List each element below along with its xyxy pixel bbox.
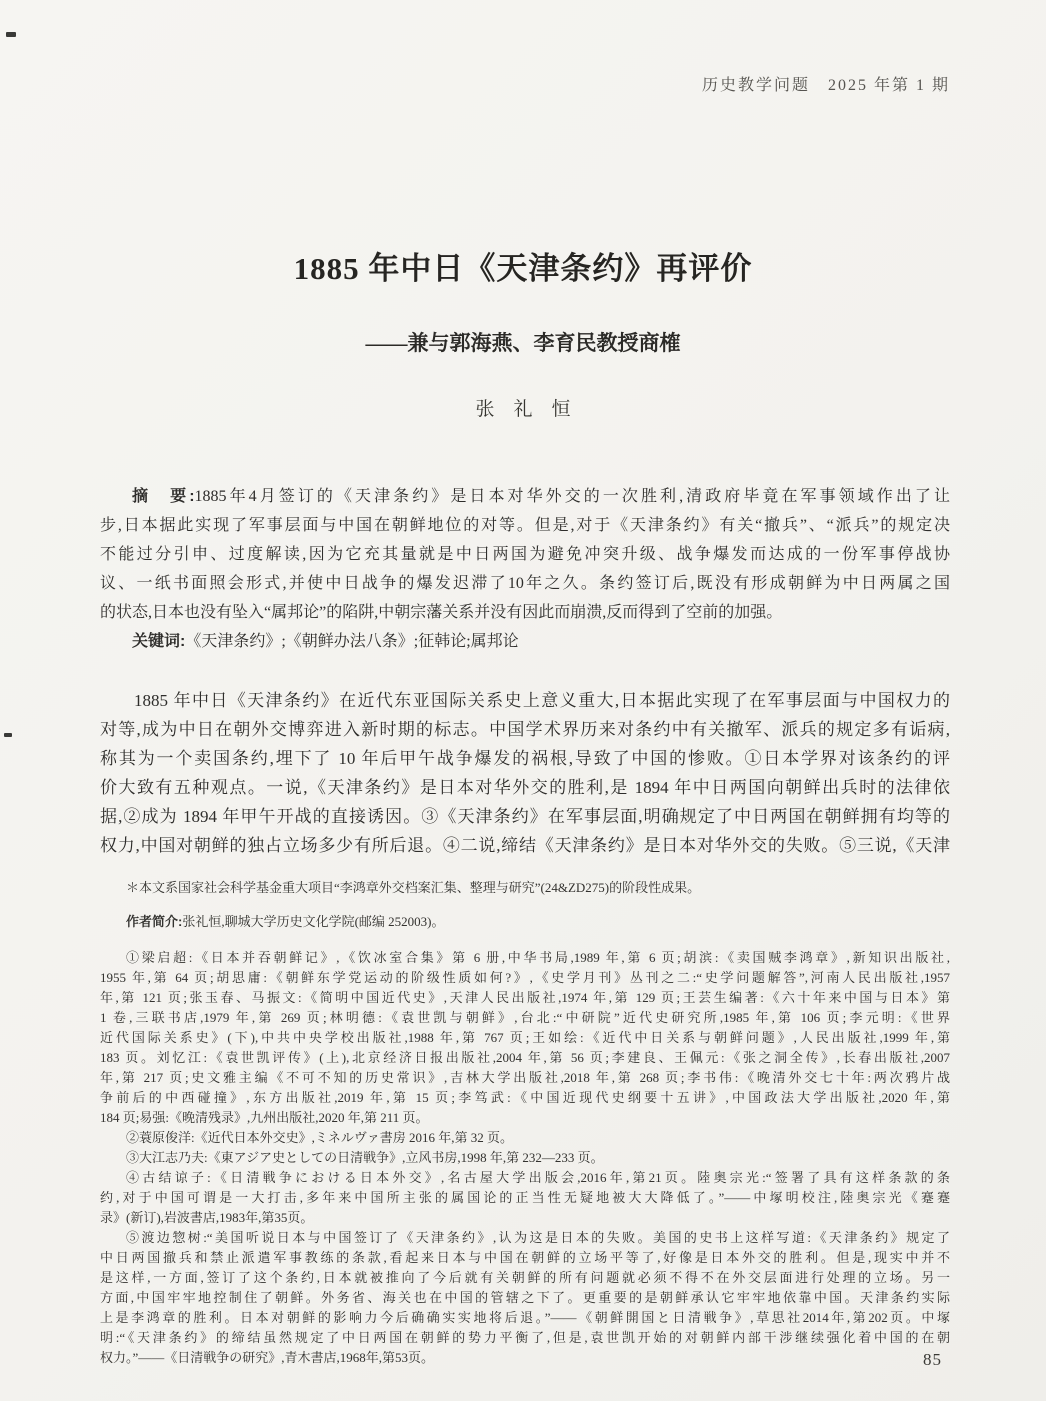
footnote-line: 中日两国撤兵和禁止派遣军事教练的条款,看起来日本与中国在朝鲜的立场平等了,好像是日本外交的胜利。但是,现实中并不	[100, 1250, 950, 1265]
abstract-line: 步,日本据此实现了军事层面与中国在朝鲜地位的对等。但是,对于《天津条约》有关“撤兵”、“派兵”的规定决	[100, 517, 950, 534]
body-line: 据,②成为 1894 年甲午开战的直接诱因。③《天津条约》在军事层面,明确规定了中日两国在朝鲜拥有均等的	[100, 807, 950, 826]
abstract-text: 1885年4月签订的《天津条约》是日本对华外交的一次胜利,清政府毕竟在军事领域作出了让	[194, 488, 950, 505]
footnote-line: 183 页。刘忆江:《袁世凯评传》(上),北京经济日报出版社,2004 年,第 56 页;李建良、王佩元:《张之洞全传》,长春出版社,2007	[100, 1050, 950, 1065]
footnote-line: ④古结谅子:《日清戦争における日本外交》,名古屋大学出版会,2016年,第21页。陸奥宗光:“签署了具有这样条款的条	[126, 1170, 950, 1185]
body-line: 对等,成为中日在朝外交博弈进入新时期的标志。中国学术界历来对条约中有关撤军、派兵的规定多有诟病,	[100, 720, 950, 739]
journal-header: 历史教学问题 2025 年第 1 期	[701, 77, 950, 94]
abstract-line: 议、一纸书面照会形式,并使中日战争的爆发迟滞了10年之久。条约签订后,既没有形成朝鲜为中日两属之国	[100, 575, 950, 592]
footnote-line: 权力。”——《日清戦争の研究》,青木書店,1968年,第53页。	[100, 1350, 435, 1365]
footnote-line: 1 卷,三联书店,1979 年,第 269 页;林明德:《袁世凯与朝鲜》,台北:“中研院”近代史研究所,1985 年,第 106 页;李元明:《世界	[100, 1010, 950, 1025]
footnote-line: 1955 年,第 64 页;胡思庸:《朝鲜东学党运动的阶级性质如何?》,《史学月刊》丛刊之二:“史学问题解答”,河南人民出版社,1957	[100, 970, 950, 985]
article-subtitle: ——兼与郭海燕、李育民教授商榷	[365, 331, 681, 355]
funding-note: ＊本文系国家社会科学基金重大项目“李鸿章外交档案汇集、整理与研究”(24&ZD275)的阶段性成果。	[126, 880, 701, 895]
footnote-4	[100, 1168, 950, 1228]
footnote-line: 约,对于中国可谓是一大打击,多年来中国所主张的属国论的正当性无疑地被大大降低了。”——中塚明校注,陸奥宗光《蹇蹇	[100, 1190, 950, 1205]
keywords-label: 关键词:	[132, 633, 186, 650]
scan-mark	[4, 733, 12, 737]
footnote-line: 争前后的中西碰撞》,东方出版社,2019 年,第 15 页;李笃武:《中国近现代史纲要十五讲》,中国政法大学出版社,2020 年,第	[100, 1090, 950, 1105]
body-line: 权力,中国对朝鲜的独占立场多少有所后退。④二说,缔结《天津条约》是日本对华外交的失败。⑤三说,《天津	[100, 836, 950, 855]
footnote-line: 年,第 121 页;张玉春、马振文:《简明中国近代史》,天津人民出版社,1974 年,第 129 页;王芸生编著:《六十年来中国与日本》第	[100, 990, 950, 1005]
abstract-line: 的状态,日本也没有坠入“属邦论”的陷阱,中朝宗藩关系并没有因此而崩溃,反而得到了空前的加强。	[100, 604, 783, 621]
author-bio-label: 作者简介:	[126, 914, 183, 929]
abstract-line	[100, 482, 950, 511]
author-bio-text: 张礼恒,聊城大学历史文化学院(邮编 252003)。	[182, 914, 445, 929]
footnote-2: ②蓑原俊洋:《近代日本外交史》,ミネルヴァ書房 2016 年,第 32 页。	[126, 1130, 513, 1145]
footnote-3: ③大江志乃夫:《東アジア史としての日清戦争》,立风书房,1998 年,第 232—233 页。	[126, 1150, 604, 1165]
footnote-line: 是这样,一方面,签订了这个条约,日本就被推向了今后就有关朝鲜的所有问题就必须不得不在外交层面进行处理的立场。另一	[100, 1270, 950, 1285]
keywords-text: 《天津条约》;《朝鲜办法八条》;征韩论;属邦论	[185, 633, 519, 650]
footnote-line: ①梁启超:《日本并吞朝鲜记》,《饮冰室合集》第 6 册,中华书局,1989 年,第 6 页;胡滨:《卖国贼李鸿章》,新知识出版社,	[126, 950, 950, 965]
scan-mark	[6, 32, 16, 37]
footnote-line: ⑤渡边惣树:“美国听说日本与中国签订了《天津条约》,认为这是日本的失败。美国的史书上这样写道:《天津条约》规定了	[126, 1230, 950, 1245]
footnote-line: 明:“《天津条约》的缔结虽然规定了中日两国在朝鲜的势力平衡了,但是,袁世凯开始的对朝鲜内部干涉继续强化着中国的在朝	[100, 1330, 950, 1345]
abstract-label: 摘 要:	[132, 488, 195, 505]
footnote-line: 184 页;易强:《晚清残录》,九州出版社,2020 年,第 211 页。	[100, 1110, 429, 1125]
footnote-1	[100, 948, 950, 1128]
article-title: 1885 年中日《天津条约》再评价	[293, 251, 753, 286]
footnote-line: 近代国际关系史》(下),中共中央学校出版社,1988 年,第 767 页;王如绘:《近代中日关系与朝鲜问题》,人民出版社,1999 年,第	[100, 1030, 950, 1045]
footnote-line: 上是李鸿章的胜利。日本对朝鲜的影响力今后确确实实地将后退。”——《朝鲜開国と日清戦争》,草思社2014年,第202页。中塚	[100, 1310, 950, 1325]
body-paragraph	[100, 686, 950, 860]
abstract-section	[100, 482, 950, 656]
abstract-line: 不能过分引申、过度解读,因为它充其量就是中日两国为避免冲突升级、战争爆发而达成的一份军事停战协	[100, 546, 950, 563]
body-line: 1885 年中日《天津条约》在近代东亚国际关系史上意义重大,日本据此实现了在军事层面与中国权力的	[134, 691, 950, 710]
footnote-line: 方面,中国牢牢地控制住了朝鲜。外务省、海关也在中国的管辖之下了。更重要的是朝鲜承认它牢牢地依靠中国。天津条约实际	[100, 1290, 950, 1305]
footnote-line: 录》(新订),岩波書店,1983年,第35页。	[100, 1210, 314, 1225]
footnote-line: 年,第 217 页;史文雅主编《不可不知的历史常识》,吉林大学出版社,2018 年,第 268 页;李书伟:《晚清外交七十年:两次鸦片战	[100, 1070, 950, 1085]
body-line: 价大致有五种观点。一说,《天津条约》是日本对华外交的胜利,是 1894 年中日两国向朝鲜出兵时的法律依	[100, 778, 950, 797]
author-bio	[100, 912, 950, 932]
body-line: 称其为一个卖国条约,埋下了 10 年后甲午战争爆发的祸根,导致了中国的惨败。①日本学界对该条约的评	[100, 749, 950, 768]
article-author: 张 礼 恒	[475, 399, 571, 420]
page-number: 85	[923, 1350, 942, 1369]
footnote-5	[100, 1228, 950, 1368]
keywords-line	[100, 627, 950, 656]
footnotes-section	[100, 878, 950, 1368]
